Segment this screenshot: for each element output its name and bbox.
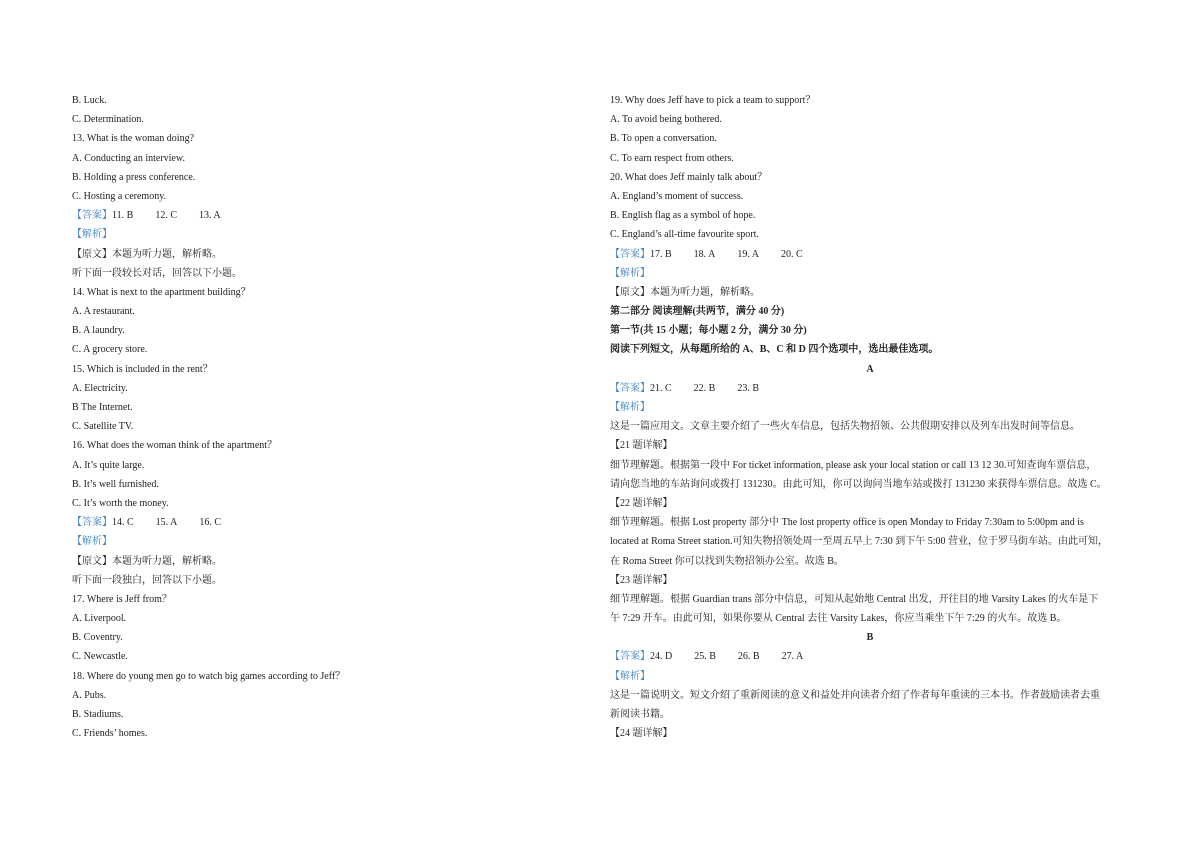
answer-value: 15. A [155, 517, 178, 529]
answer-label: 【答案】 [72, 210, 112, 222]
text-line: B. Coventry. [72, 632, 123, 644]
text-line: A. Conducting an interview. [72, 152, 185, 164]
text-line: 【21 题详解】 [610, 440, 673, 452]
answer-line [72, 206, 572, 225]
text-line: B The Internet. [72, 402, 133, 413]
passage-heading: B [866, 632, 874, 644]
section-heading: 第一节(共 15 小题；每小题 2 分，满分 30 分) [610, 325, 807, 337]
text-line: B. To open a conversation. [610, 133, 717, 145]
answer-label: 【答案】 [610, 248, 650, 260]
answer-label: 【答案】 [72, 517, 112, 529]
text-line: C. Friends’ homes. [72, 728, 148, 740]
analysis-label: 【解析】 [72, 229, 112, 241]
answer-line [72, 513, 572, 532]
answer-value: 11. B [112, 210, 134, 222]
text-line: 15. Which is included in the rent？ [72, 363, 213, 375]
section-heading: 第二部分 阅读理解(共两节，满分 40 分) [610, 306, 785, 318]
text-line: A. A restaurant. [72, 306, 135, 318]
text-line: C. Satellite TV. [72, 421, 134, 433]
text-line: C. Determination. [72, 114, 144, 126]
text-line: A. England’s moment of success. [610, 190, 744, 202]
text-line: C. England’s all-time favourite sport. [610, 229, 759, 241]
answer-value: 23. B [737, 382, 760, 394]
text-line: A. Electricity. [72, 382, 128, 394]
answer-line [610, 245, 1130, 264]
text-line: B. It’s well furnished. [72, 478, 159, 490]
text-line: B. Luck. [72, 95, 107, 106]
text-line: 【22 题详解】 [610, 497, 673, 509]
text-line: 14. What is next to the apartment building？ [72, 286, 251, 298]
text-line: 细节理解题。根据 Lost property 部分中 The lost property office is open Monday to Friday 7:30am to 5:00pm and is [610, 517, 1084, 529]
text-line: 这是一篇应用文。文章主要介绍了一些火车信息，包括失物招领、公共假期安排以及列车出发时间等信息。 [610, 421, 1080, 433]
answer-value: 17. B [650, 248, 672, 260]
text-line: C. It’s worth the money. [72, 497, 169, 509]
answer-label: 【答案】 [610, 651, 650, 663]
text-line: C. To earn respect from others. [610, 152, 734, 164]
answer-value: 24. D [650, 651, 673, 663]
answer-value: 18. A [693, 248, 716, 260]
text-line: A. Liverpool. [72, 613, 127, 625]
text-line: 在 Roma Street 你可以找到失物招领办公室。故选 B。 [610, 555, 844, 567]
answer-line [610, 379, 1130, 398]
analysis-label: 【解析】 [72, 536, 112, 548]
text-line: 【23 题详解】 [610, 574, 673, 586]
text-line: 16. What does the woman think of the apartment？ [72, 440, 278, 452]
answer-value: 21. C [650, 382, 672, 394]
text-line: 听下面一段较长对话，回答以下小题。 [72, 267, 242, 279]
text-line: C. Hosting a ceremony. [72, 190, 167, 202]
text-line: 【原文】本题为听力题，解析略。 [610, 286, 760, 298]
text-line: 请向您当地的车站询问或拨打 131230。由此可知，你可以询问当地车站或拨打 131230 来获得车票信息。故选 C。 [610, 478, 1107, 490]
text-line: 【原文】本题为听力题，解析略。 [72, 555, 222, 567]
answer-value: 19. A [737, 248, 760, 260]
text-line: 【24 题详解】 [610, 728, 673, 740]
text-line: 18. Where do young men go to watch big games according to Jeff？ [72, 670, 346, 682]
text-line: 20. What does Jeff mainly talk about？ [610, 171, 768, 183]
passage-heading: A [866, 363, 874, 375]
answer-value: 16. C [199, 517, 222, 529]
analysis-label: 【解析】 [610, 402, 650, 413]
text-line: 午 7:29 开车。由此可知，如果你要从 Central 去往 Varsity Lakes，你应当乘坐下午 7:29 的火车。故选 B。 [610, 613, 1067, 625]
left-column [72, 91, 572, 743]
answer-line [610, 647, 1130, 666]
answer-value: 22. B [693, 382, 716, 394]
text-line: B. English flag as a symbol of hope. [610, 210, 756, 222]
text-line: 13. What is the woman doing? [72, 133, 195, 145]
section-heading: 阅读下列短文，从每题所给的 A、B、C 和 D 四个选项中，选出最佳选项。 [610, 344, 939, 356]
answer-label: 【答案】 [610, 382, 650, 394]
text-line: 17. Where is Jeff from？ [72, 593, 172, 605]
answer-value: 14. C [112, 517, 134, 529]
text-line: 新阅读书籍。 [610, 709, 670, 720]
text-line: 【原文】本题为听力题，解析略。 [72, 248, 222, 260]
answer-value: 26. B [737, 651, 760, 663]
text-line: located at Roma Street station.可知失物招领处周一至周五早上 7:30 到下午 5:00 营业，位于罗马街车站。由此可知， [610, 536, 1109, 548]
text-line: 细节理解题。根据 Guardian trans 部分中信息，可知从起始地 Central 出发，开往目的地 Varsity Lakes 的火车是下 [610, 593, 1099, 605]
answer-value: 20. C [781, 248, 803, 260]
analysis-label: 【解析】 [610, 670, 650, 682]
text-line: 这是一篇说明文。短文介绍了重新阅读的意义和益处并向读者介绍了作者每年重读的三本书。作者鼓励读者去重 [610, 689, 1100, 701]
answer-value: 12. C [155, 210, 177, 222]
answer-value: 25. B [694, 651, 716, 663]
answer-value: 13. A [198, 210, 221, 222]
text-line: B. A laundry. [72, 325, 125, 337]
text-line: 听下面一段独白，回答以下小题。 [72, 574, 222, 586]
text-line: 细节理解题。根据第一段中 For ticket information, please ask your local station or call 13 12 30.可知查询车票信息， [610, 459, 1097, 471]
text-line: 19. Why does Jeff have to pick a team to support？ [610, 95, 816, 106]
text-line: C. A grocery store. [72, 344, 148, 356]
text-line: A. It’s quite large. [72, 459, 145, 471]
text-line: B. Stadiums. [72, 709, 124, 720]
text-line: A. Pubs. [72, 689, 107, 701]
answer-value: 27. A [781, 651, 804, 663]
right-column [610, 91, 1130, 743]
analysis-label: 【解析】 [610, 267, 650, 279]
text-line: A. To avoid being bothered. [610, 114, 722, 126]
text-line: C. Newcastle. [72, 651, 128, 663]
text-line: B. Holding a press conference. [72, 171, 196, 183]
